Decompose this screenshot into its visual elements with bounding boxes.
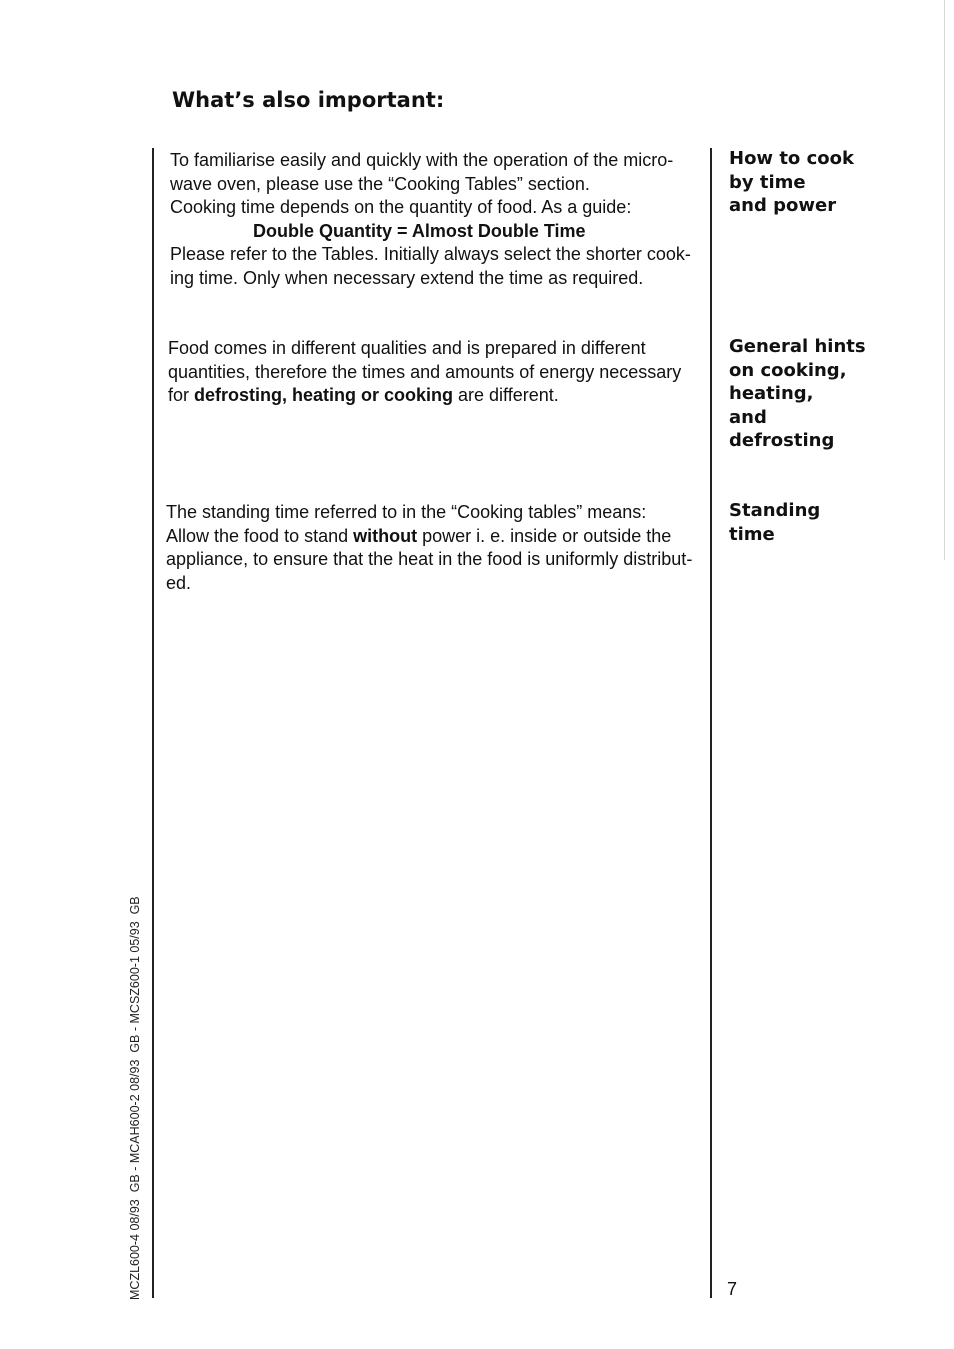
body-line: The standing time referred to in the “Cooking tables” means: [166,502,647,522]
body-line: ing time. Only when necessary extend the time as required. [170,267,644,288]
body-line [168,384,698,408]
document-code-footer: MCZL600-4 08/93 GB - MCAH600-2 08/93 GB - MCSZ600-1 05/93 GB [128,896,142,1300]
section-cook-by-time-text [170,149,700,290]
text-run: Allow the food to stand [166,525,354,546]
body-line: Please refer to the Tables. Initially always select the shorter cook- [170,244,691,264]
bold-text-run: without [353,525,418,546]
left-rule [152,148,154,1298]
side-heading-line: and power [729,195,837,216]
scan-edge-line [944,0,945,560]
page-title: What’s also important: [172,88,445,112]
body-line [166,525,696,549]
side-heading-line: How to cook [729,148,854,169]
side-heading-line: heating, [729,383,814,404]
body-line: Cooking time depends on the quantity of food. As a guide: [170,197,632,217]
body-line: ed. [166,572,192,593]
section-general-hints-text [168,337,698,408]
body-line: quantities, therefore the times and amounts of energy necessary [168,361,682,382]
right-rule [710,148,712,1298]
side-heading-line: on cooking, [729,359,847,381]
body-line: Food comes in different qualities and is prepared in different [168,338,646,358]
side-heading-line: Standing [729,500,821,521]
side-heading-line: General hints [729,336,866,357]
side-heading-general-hints [729,335,929,453]
section-standing-time-text [166,501,696,595]
text-run: for [168,385,195,405]
side-heading-cook-by-time [729,147,929,218]
body-line: wave oven, please use the “Cooking Tables” section. [170,173,590,194]
side-heading-line: time [729,523,775,545]
page-number: 7 [727,1279,738,1299]
emphasis-line: Double Quantity = Almost Double Time [253,220,586,241]
side-heading-line: defrosting [729,430,835,451]
text-run: power i. e. inside or outside the [417,525,672,546]
bold-text-run: defrosting, heating or cooking [194,385,454,405]
body-line: appliance, to ensure that the heat in the food is uniformly distribut- [166,549,693,569]
side-heading-standing-time [729,499,929,546]
text-run: are different. [453,385,559,405]
side-heading-line: by time [729,171,806,193]
body-line: To familiarise easily and quickly with the operation of the micro- [170,150,674,170]
side-heading-line: and [729,406,767,428]
